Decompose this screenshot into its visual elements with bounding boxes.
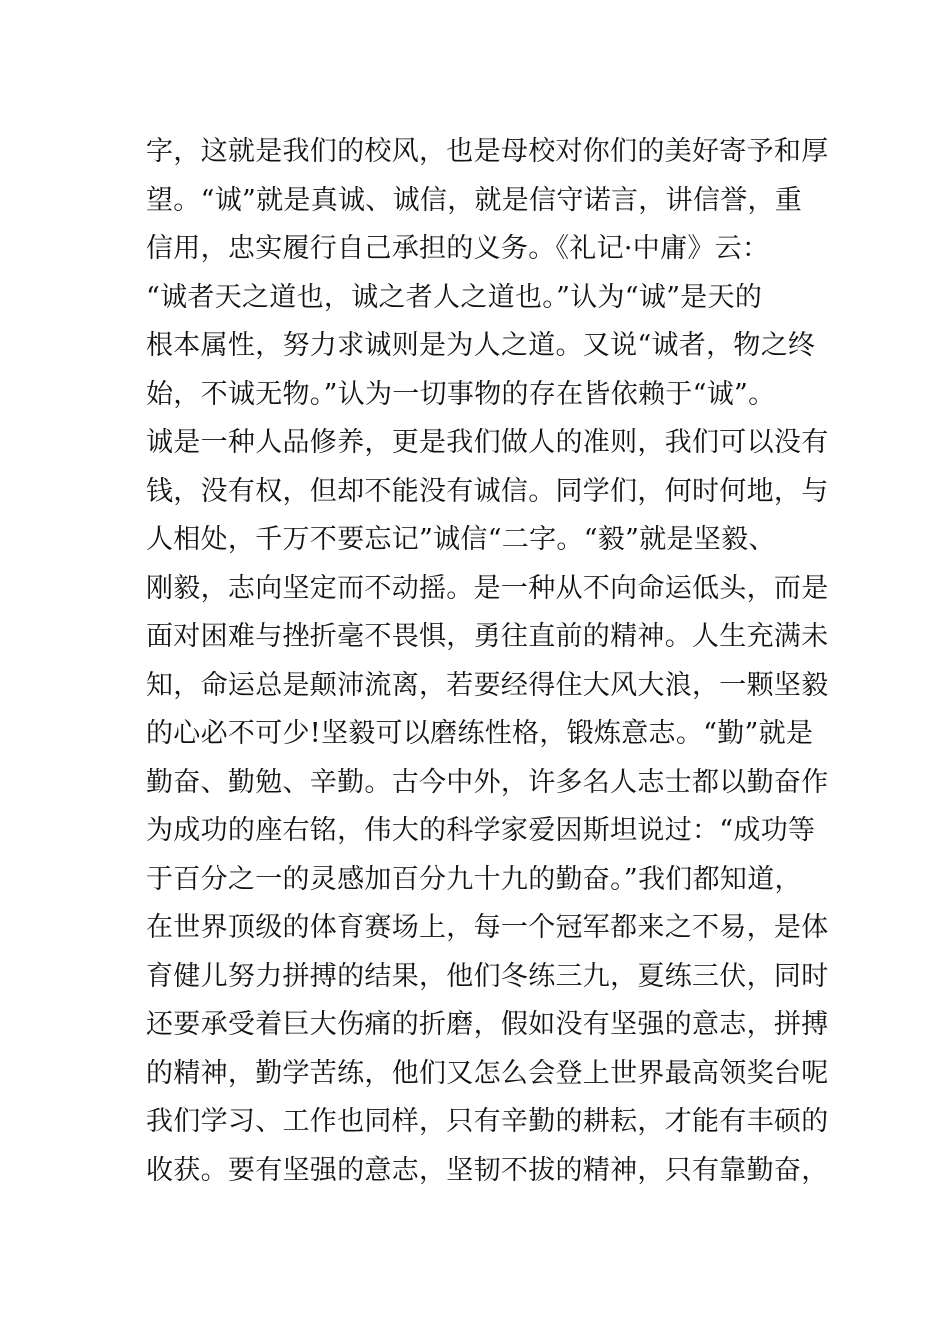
text-line: 勤奋、勤勉、辛勤。古今中外，许多名人志士都以勤奋作 xyxy=(146,766,829,798)
text-line: 始，不诚无物。”认为一切事物的存在皆依赖于“诚”。 xyxy=(146,378,776,410)
text-line: 诚是一种人品修养，更是我们做人的准则，我们可以没有 xyxy=(146,427,829,458)
text-line: 人相处，千万不要忘记”诚信“二字。“毅”就是坚毅、 xyxy=(146,524,776,555)
text-line: 于百分之一的灵感加百分九十九的勤奋。”我们都知道， xyxy=(146,863,802,895)
text-line: 根本属性，努力求诚则是为人之道。又说“诚者，物之终 xyxy=(146,330,816,361)
text-line: 我们学习、工作也同样，只有辛勤的耕耘，才能有丰硕的 xyxy=(146,1106,829,1137)
text-line: 面对困难与挫折毫不畏惧，勇往直前的精神。人生充满未 xyxy=(146,621,829,652)
text-line: 信用，忠实履行自己承担的义务。《礼记·中庸》云： xyxy=(146,233,770,264)
text-line: 育健儿努力拼搏的结果，他们冬练三九，夏练三伏，同时 xyxy=(146,960,829,992)
text-line: 的心必不可少!坚毅可以磨练性格，锻炼意志。“勤”就是 xyxy=(146,718,814,749)
text-line: 望。“诚”就是真诚、诚信，就是信守诺言，讲信誉，重 xyxy=(146,184,803,216)
text-line: 在世界顶级的体育赛场上，每一个冠军都来之不易，是体 xyxy=(146,912,829,943)
text-line: 为成功的座右铭，伟大的科学家爱因斯坦说过：“成功等 xyxy=(146,815,816,846)
text-line: 的精神，勤学苦练，他们又怎么会登上世界最高领奖台呢 xyxy=(146,1057,829,1089)
body-paragraph xyxy=(146,128,829,1195)
text-line: 钱，没有权，但却不能没有诚信。同学们，何时何地，与 xyxy=(146,475,829,507)
text-line: 刚毅，志向坚定而不动摇。是一种从不向命运低头，而是 xyxy=(146,572,829,604)
text-line: 知，命运总是颠沛流离，若要经得住大风大浪，一颗坚毅 xyxy=(146,669,829,701)
text-line: “诚者天之道也，诚之者人之道也。”认为“诚”是天的 xyxy=(146,281,763,313)
text-line: 收获。要有坚强的意志，坚韧不拔的精神，只有靠勤奋， xyxy=(146,1154,829,1186)
text-line: 还要承受着巨大伤痛的折磨，假如没有坚强的意志，拼搏 xyxy=(146,1009,829,1040)
text-line: 字，这就是我们的校风，也是母校对你们的美好寄予和厚 xyxy=(146,136,829,167)
